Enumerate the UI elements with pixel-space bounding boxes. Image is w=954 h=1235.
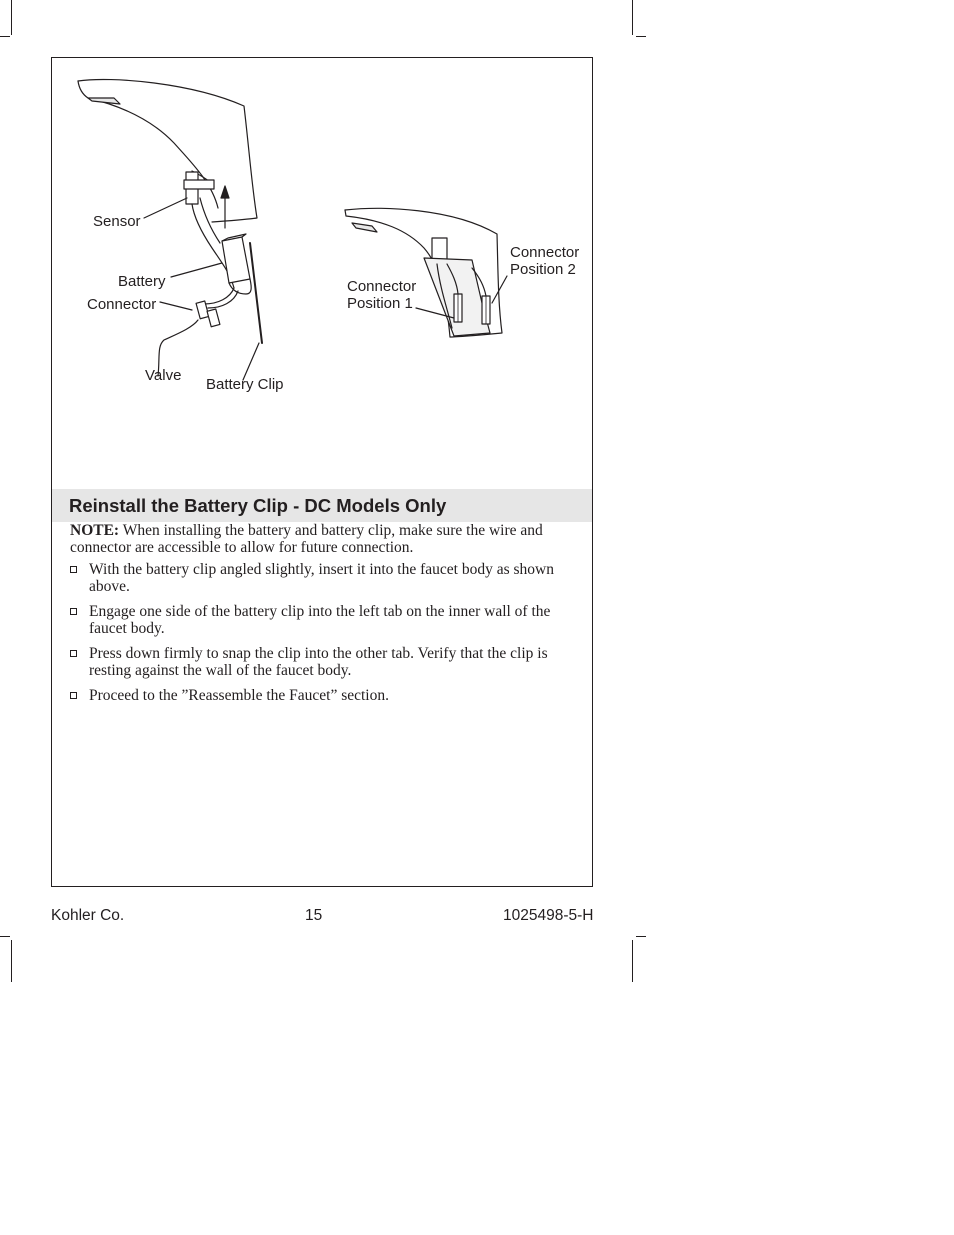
battery-clip-drawing (250, 243, 262, 343)
list-item (69, 645, 569, 679)
crop-mark (636, 36, 646, 37)
step-text: Press down firmly to snap the clip into the other tab. Verify that the clip is resting against the wall of the faucet body. (89, 645, 548, 679)
footer-doc-number: 1025498-5-H (503, 907, 594, 924)
connector-position-1-line2: Position 1 (347, 295, 413, 312)
footer-page-number: 15 (305, 907, 323, 924)
connector-position-1-label (347, 278, 416, 312)
checkbox-bullet-icon (70, 650, 77, 657)
checkbox-bullet-icon (70, 692, 77, 699)
step-text: With the battery clip angled slightly, insert it into the faucet body as shown above. (89, 561, 554, 595)
note-label: NOTE: (70, 522, 120, 539)
checkbox-bullet-icon (70, 608, 77, 615)
step-text: Engage one side of the battery clip into the left tab on the inner wall of the faucet body. (89, 603, 551, 637)
connector-position-2-label (510, 244, 579, 278)
note-text: When installing the battery and battery clip, make sure the wire and connector are accessible to allow for future connection. (70, 522, 543, 556)
crop-mark (632, 940, 633, 982)
footer-company: Kohler Co. (51, 907, 125, 924)
checkbox-bullet-icon (70, 566, 77, 573)
battery-clip-label: Battery Clip (206, 376, 284, 393)
battery-drawing (204, 234, 251, 308)
step-list (69, 561, 569, 712)
step-text: Proceed to the ”Reassemble the Faucet” section. (89, 687, 389, 704)
faucet-body-left (78, 79, 257, 222)
crop-mark (632, 0, 633, 35)
list-item (69, 603, 569, 637)
crop-mark (636, 936, 646, 937)
valve-label: Valve (145, 367, 182, 384)
crop-mark (11, 940, 12, 982)
connector-position-2-line1: Connector (510, 244, 580, 261)
list-item (69, 561, 569, 595)
crop-mark (0, 936, 10, 937)
connector-label: Connector (87, 296, 157, 313)
section-header-bar (52, 489, 592, 522)
section-title: Reinstall the Battery Clip - DC Models Only (69, 495, 447, 516)
crop-mark (0, 36, 10, 37)
sensor-label: Sensor (93, 213, 141, 230)
battery-label: Battery (118, 273, 166, 290)
connector-position-1-line1: Connector (347, 278, 417, 295)
crop-mark (11, 0, 12, 35)
list-item (69, 687, 569, 704)
connector-drawing (158, 301, 220, 376)
connector-assembly-right (424, 238, 490, 336)
content-frame (51, 57, 593, 887)
note-paragraph (70, 522, 560, 556)
connector-position-2-line2: Position 2 (510, 261, 576, 278)
